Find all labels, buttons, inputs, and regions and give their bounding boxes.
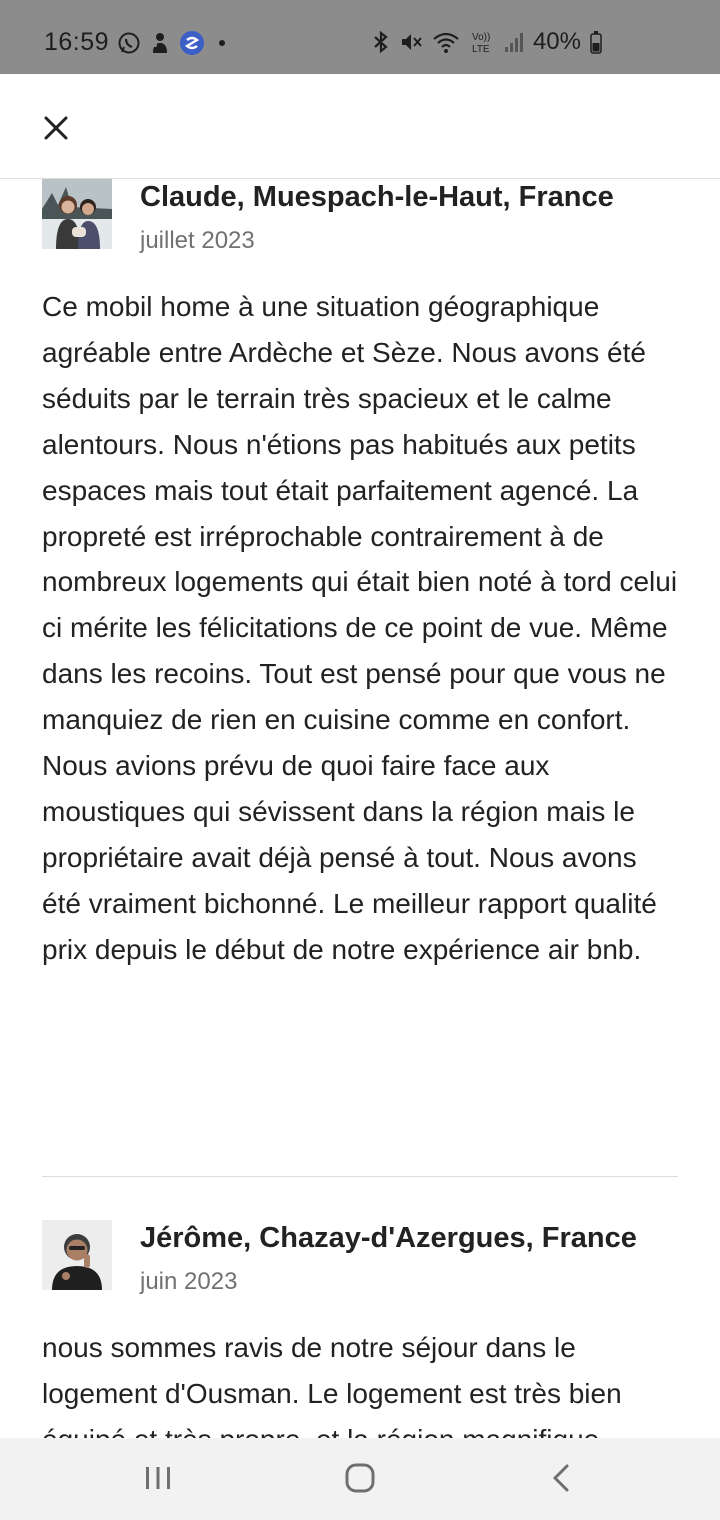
status-time: 16:59 — [44, 28, 110, 56]
reviewer-name: Jérôme, Chazay-d'Azergues, France — [140, 1222, 637, 1254]
review-text: nous sommes ravis de notre séjour dans le logement d'Ousman. Le logement est très bien — [42, 1332, 622, 1409]
dot-icon — [219, 40, 225, 46]
volte-icon — [469, 29, 495, 55]
review-header — [42, 1220, 678, 1300]
reviews-list[interactable] — [0, 179, 720, 1438]
avatar[interactable] — [42, 1220, 112, 1290]
recents-icon — [143, 1465, 173, 1491]
mute-icon — [399, 30, 423, 54]
whatsapp-icon — [117, 31, 141, 55]
review-divider — [42, 1176, 678, 1177]
signal-icon — [504, 31, 524, 53]
review-date: juillet 2023 — [140, 227, 255, 254]
recents-button[interactable] — [128, 1458, 188, 1498]
back-button[interactable] — [531, 1458, 591, 1498]
avatar[interactable] — [42, 179, 112, 249]
svg-text:Vo)): Vo)) — [471, 32, 491, 43]
home-icon — [344, 1462, 376, 1494]
status-right — [372, 28, 602, 56]
review-date: juin 2023 — [140, 1268, 238, 1295]
sheet-header — [0, 74, 720, 179]
status-left — [44, 28, 225, 57]
home-button[interactable] — [330, 1458, 390, 1498]
notification-icon — [149, 31, 171, 55]
battery-icon — [590, 30, 602, 54]
close-button[interactable] — [38, 110, 74, 146]
reviewer-name: Claude, Muespach-le-Haut, France — [140, 181, 614, 213]
battery-percent: 40% — [532, 28, 581, 55]
review-header — [42, 179, 678, 259]
app-icon — [179, 30, 205, 56]
reviews-sheet — [0, 74, 720, 1520]
back-icon — [550, 1463, 572, 1493]
wifi-icon — [432, 30, 460, 54]
bluetooth-icon — [372, 30, 390, 54]
status-bar — [0, 0, 720, 76]
close-icon — [43, 115, 69, 141]
svg-text:LTE: LTE — [471, 44, 490, 55]
review-text: Ce mobil home à une situation géographique agréable entre Ardèche et Sèze. Nous avons été séduits par le terrain très spacieux et le calme alentours. Nous n'étions pas habitués aux petits espaces mais tout était parfaitement agencé. La propreté est irréprochable contrairement à de nombreux logements qui était bien noté à tord celui ci mérite les félicitations de ce point de vue. Même dans les recoins. Tout est pensé pour que vous ne manquiez de rien en cuisine comme en confort. Nous avions prévu de quoi faire face aux moustiques qui sévissent dans la région mais le propriétaire avait déjà pensé à tout. Nous avons été vraiment bichonné. Le meilleur rapport qualité prix depuis le début de notre expérience air bnb. — [42, 291, 678, 965]
system-nav-bar — [0, 1438, 720, 1520]
review-item — [42, 179, 678, 973]
